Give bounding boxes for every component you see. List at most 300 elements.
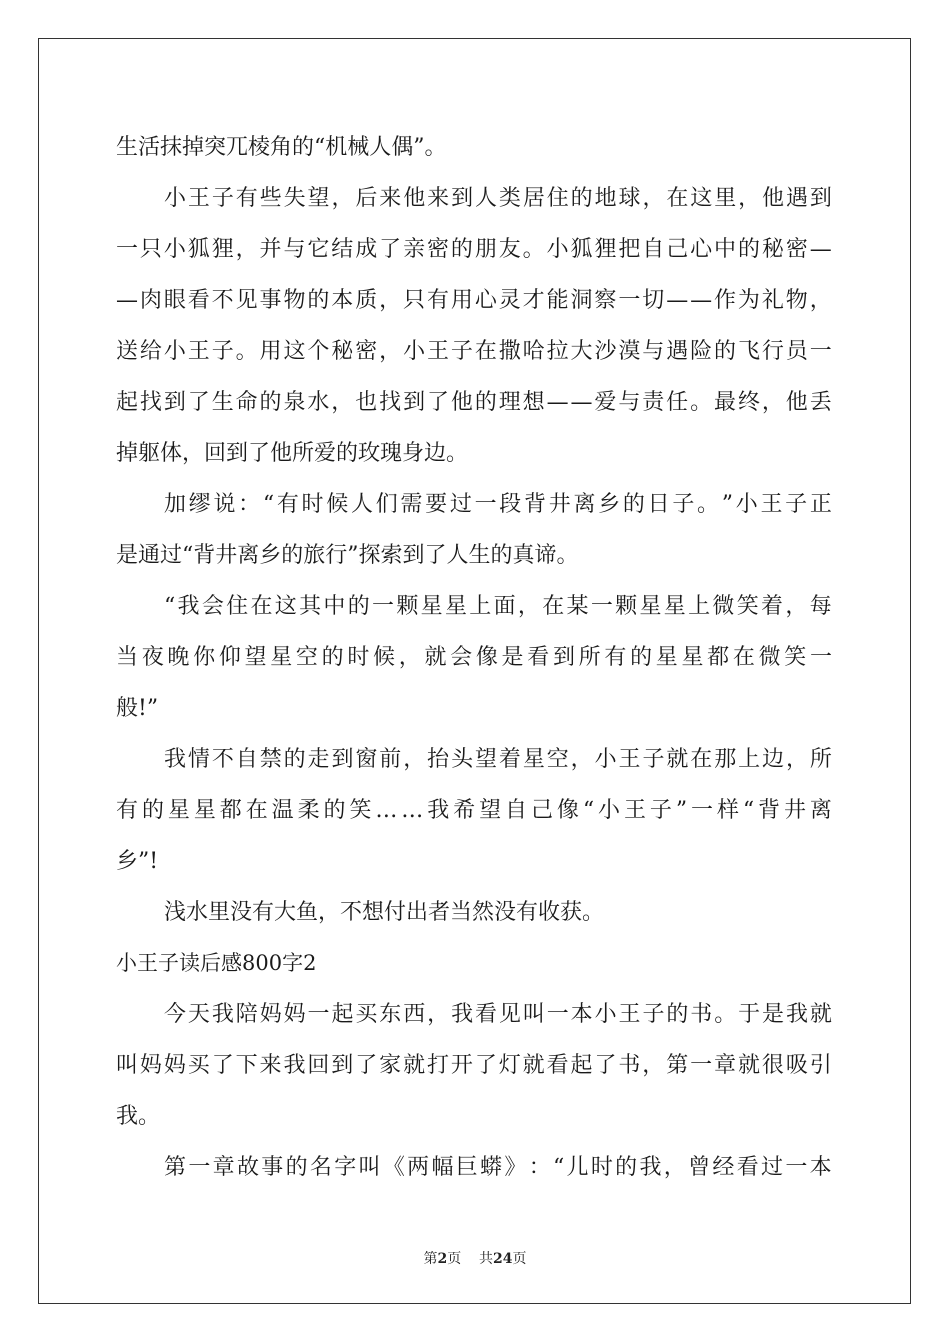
glyph: 成 xyxy=(355,237,378,262)
glyph: — xyxy=(809,237,832,262)
glyph: — xyxy=(546,390,569,415)
glyph: 说 xyxy=(213,492,236,517)
glyph: 亲 xyxy=(403,237,426,262)
glyph: 小 xyxy=(594,1002,617,1027)
glyph: 候 xyxy=(373,645,396,670)
glyph: 是 xyxy=(762,1002,785,1027)
glyph: 类 xyxy=(498,186,521,211)
glyph: 微 xyxy=(712,594,735,619)
glyph: 沙 xyxy=(594,339,617,364)
glyph: 到 xyxy=(451,186,474,211)
glyph: 在 xyxy=(474,339,497,364)
glyph: 任 xyxy=(666,390,689,415)
glyph: ， xyxy=(235,237,258,262)
glyph: 就 xyxy=(522,1053,545,1078)
glyph: 望 xyxy=(244,645,267,670)
glyph: 心 xyxy=(690,237,713,262)
glyph: 温 xyxy=(271,798,294,823)
glyph: 行 xyxy=(761,339,784,364)
glyph: 》 xyxy=(504,1155,527,1180)
glyph: 一 xyxy=(691,798,714,823)
glyph: 都 xyxy=(219,798,242,823)
glyph: 笑 xyxy=(784,645,807,670)
glyph: 。 xyxy=(690,390,713,415)
glyph: 时 xyxy=(301,492,324,517)
glyph: 漠 xyxy=(618,339,641,364)
glyph: 与 xyxy=(283,237,306,262)
glyph: 洞 xyxy=(570,288,593,313)
glyph: 天 xyxy=(187,1002,210,1027)
glyph: 星 xyxy=(420,594,443,619)
glyph: 用 xyxy=(259,339,282,364)
text-line xyxy=(116,275,832,326)
glyph: 的 xyxy=(285,1155,308,1180)
glyph: 柔 xyxy=(297,798,320,823)
glyph: 子 xyxy=(785,492,808,517)
glyph: 王 xyxy=(760,492,783,517)
glyph: ， xyxy=(403,747,426,772)
glyph: 丢 xyxy=(809,390,832,415)
glyph: 书 xyxy=(618,1053,641,1078)
glyph: 的 xyxy=(141,798,164,823)
glyph: 的 xyxy=(622,492,645,517)
glyph: 我 xyxy=(177,594,200,619)
glyph: 星 xyxy=(270,645,293,670)
glyph: 险 xyxy=(690,339,713,364)
text-line xyxy=(116,989,832,1040)
glyph: 后 xyxy=(355,186,378,211)
glyph: 背 xyxy=(758,798,781,823)
glyph: 叫 xyxy=(358,1155,381,1180)
glyph: 曾 xyxy=(688,1155,711,1180)
glyph: 蟒 xyxy=(480,1155,503,1180)
glyph: 来 xyxy=(259,1053,282,1078)
glyph: 狸 xyxy=(594,237,617,262)
glyph: 子 xyxy=(642,1002,665,1027)
glyph: 有 xyxy=(604,645,627,670)
glyph: 在 xyxy=(690,747,713,772)
glyph: 王 xyxy=(618,747,641,772)
glyph: 他 xyxy=(785,390,808,415)
glyph: 着 xyxy=(761,594,784,619)
glyph: 狸 xyxy=(211,237,234,262)
text-line: 般!” xyxy=(116,696,159,721)
glyph: … xyxy=(401,798,424,823)
glyph: 王 xyxy=(623,798,646,823)
text-line xyxy=(116,326,832,377)
glyph: 会 xyxy=(201,594,224,619)
glyph: 王 xyxy=(187,339,210,364)
glyph: 。 xyxy=(235,339,258,364)
text-line: 掉躯体，回到了他所爱的玫瑰身边。 xyxy=(116,441,469,466)
glyph: 缪 xyxy=(188,492,211,517)
glyph: 在 xyxy=(245,798,268,823)
glyph: 在 xyxy=(250,594,273,619)
glyph: 。 xyxy=(522,237,545,262)
glyph: 王 xyxy=(187,186,210,211)
glyph: 面 xyxy=(493,594,516,619)
glyph: 头 xyxy=(451,747,474,772)
glyph: 星 xyxy=(655,645,678,670)
glyph: 秘 xyxy=(331,339,354,364)
document-body xyxy=(116,122,832,1193)
glyph: 它 xyxy=(307,237,330,262)
glyph: 了 xyxy=(187,390,210,415)
glyph: 打 xyxy=(426,1053,449,1078)
glyph: 王 xyxy=(426,339,449,364)
glyph: 望 xyxy=(474,747,497,772)
glyph: 的 xyxy=(259,390,282,415)
glyph: 候 xyxy=(326,492,349,517)
glyph: 我 xyxy=(164,747,187,772)
glyph: 颗 xyxy=(396,594,419,619)
glyph: 在 xyxy=(732,645,755,670)
glyph: 他 xyxy=(762,186,785,211)
glyph: 自 xyxy=(642,237,665,262)
glyph: “ xyxy=(262,492,275,517)
glyph: 里 xyxy=(714,186,737,211)
glyph: 看 xyxy=(474,1002,497,1027)
glyph: 名 xyxy=(309,1155,332,1180)
total-prefix: 共 xyxy=(479,1251,494,1267)
glyph: ， xyxy=(642,1053,665,1078)
glyph: 所 xyxy=(578,645,601,670)
glyph: 样 xyxy=(716,798,739,823)
glyph: 地 xyxy=(594,186,617,211)
glyph: 只 xyxy=(139,237,162,262)
glyph: 今 xyxy=(164,1002,187,1027)
glyph: 与 xyxy=(642,339,665,364)
glyph: 的 xyxy=(474,390,497,415)
glyph: 这 xyxy=(283,339,306,364)
glyph: 终 xyxy=(737,390,760,415)
glyph: 就 xyxy=(666,747,689,772)
glyph: 看 xyxy=(187,288,210,313)
glyph: … xyxy=(375,798,398,823)
glyph: 需 xyxy=(400,492,423,517)
glyph: 起 xyxy=(116,390,139,415)
glyph: 他 xyxy=(403,186,426,211)
glyph: 有 xyxy=(276,492,299,517)
glyph: 这 xyxy=(690,186,713,211)
glyph: 了 xyxy=(426,390,449,415)
glyph: 星 xyxy=(639,594,662,619)
glyph: 看 xyxy=(527,645,550,670)
glyph: 了 xyxy=(474,1053,497,1078)
glyph: 下 xyxy=(235,1053,258,1078)
glyph: 买 xyxy=(355,1002,378,1027)
text-line: 我。 xyxy=(116,1104,161,1129)
glyph: 一 xyxy=(809,645,832,670)
glyph: 的 xyxy=(615,1155,638,1180)
glyph: 起 xyxy=(570,1053,593,1078)
glyph: 责 xyxy=(642,390,665,415)
glyph: 人 xyxy=(350,492,373,517)
glyph: 本 xyxy=(570,1002,593,1027)
glyph: 心 xyxy=(474,288,497,313)
glyph: 员 xyxy=(785,339,808,364)
glyph: 不 xyxy=(211,747,234,772)
glyph: 起 xyxy=(331,1002,354,1027)
glyph: 住 xyxy=(226,594,249,619)
glyph: 礼 xyxy=(761,288,784,313)
glyph: ， xyxy=(331,390,354,415)
glyph: 空 xyxy=(295,645,318,670)
glyph: 狐 xyxy=(187,237,210,262)
glyph: 子 xyxy=(450,339,473,364)
glyph: 我 xyxy=(283,1053,306,1078)
glyph: 希 xyxy=(453,798,476,823)
glyph: 想 xyxy=(522,390,545,415)
glyph: 井 xyxy=(548,492,571,517)
glyph: 的 xyxy=(283,747,306,772)
glyph: 着 xyxy=(498,747,521,772)
glyph: 有 xyxy=(235,186,258,211)
glyph: 字 xyxy=(334,1155,357,1180)
glyph: 买 xyxy=(187,1053,210,1078)
glyph: 我 xyxy=(785,1002,808,1027)
glyph: 的 xyxy=(630,645,653,670)
glyph: 上 xyxy=(469,594,492,619)
glyph: 要 xyxy=(425,492,448,517)
glyph: ， xyxy=(517,594,540,619)
glyph: 肉 xyxy=(139,288,162,313)
glyph: 笑 xyxy=(349,798,372,823)
glyph: 一 xyxy=(809,339,832,364)
glyph: 切 xyxy=(642,288,665,313)
glyph: ， xyxy=(379,288,402,313)
glyph: 一 xyxy=(546,1002,569,1027)
glyph: 一 xyxy=(785,1155,808,1180)
glyph: 朋 xyxy=(474,237,497,262)
glyph: 结 xyxy=(331,237,354,262)
glyph: 吸 xyxy=(785,1053,808,1078)
glyph: 住 xyxy=(546,186,569,211)
glyph: 像 xyxy=(475,645,498,670)
glyph: 到 xyxy=(809,186,832,211)
glyph: 最 xyxy=(714,390,737,415)
glyph: 望 xyxy=(479,798,502,823)
glyph: 子 xyxy=(642,747,665,772)
glyph: 离 xyxy=(573,492,596,517)
glyph: 窗 xyxy=(355,747,378,772)
glyph: 叫 xyxy=(116,1053,139,1078)
glyph: 质 xyxy=(355,288,378,313)
glyph: 小 xyxy=(164,186,187,211)
glyph: 一 xyxy=(690,1053,713,1078)
glyph: 子 xyxy=(211,186,234,211)
glyph: 你 xyxy=(193,645,216,670)
text-line: 乡”! xyxy=(116,849,159,874)
glyph: 物 xyxy=(785,288,808,313)
glyph: 泉 xyxy=(283,390,306,415)
glyph: 的 xyxy=(570,186,593,211)
glyph: 到 xyxy=(552,645,575,670)
text-line xyxy=(116,734,832,785)
glyph: 的 xyxy=(714,339,737,364)
glyph: 生 xyxy=(211,390,234,415)
glyph: 本 xyxy=(331,288,354,313)
glyph: 时 xyxy=(347,645,370,670)
glyph: 在 xyxy=(542,594,565,619)
glyph: “ xyxy=(553,1155,565,1180)
glyph: 的 xyxy=(347,594,370,619)
glyph: 经 xyxy=(712,1155,735,1180)
glyph: 事 xyxy=(259,288,282,313)
glyph: 所 xyxy=(809,747,832,772)
glyph: 了 xyxy=(594,1053,617,1078)
glyph: 命 xyxy=(235,390,258,415)
glyph: 背 xyxy=(524,492,547,517)
glyph: ， xyxy=(761,390,784,415)
glyph: 就 xyxy=(737,1053,760,1078)
glyph: 一 xyxy=(590,594,613,619)
glyph: 星 xyxy=(167,798,190,823)
glyph: 并 xyxy=(259,237,282,262)
glyph: 哈 xyxy=(522,339,545,364)
glyph: 正 xyxy=(809,492,832,517)
glyph: 小 xyxy=(163,339,186,364)
glyph: 看 xyxy=(736,1155,759,1180)
glyph: 一 xyxy=(372,594,395,619)
total-pages: 24 xyxy=(493,1251,513,1267)
glyph: 星 xyxy=(444,594,467,619)
glyph: 就 xyxy=(403,1053,426,1078)
text-line xyxy=(116,581,832,632)
glyph: 就 xyxy=(809,1002,832,1027)
glyph: 西 xyxy=(403,1002,426,1027)
glyph: 。 xyxy=(697,492,720,517)
glyph: 到 xyxy=(331,1053,354,1078)
glyph: 秘 xyxy=(761,237,784,262)
glyph: 为 xyxy=(737,288,760,313)
glyph: 找 xyxy=(379,390,402,415)
text-line: 浅水里没有大鱼，不想付出者当然没有收获。 xyxy=(164,900,605,925)
glyph: 当 xyxy=(116,645,139,670)
glyph: 自 xyxy=(505,798,528,823)
glyph: ： xyxy=(238,492,261,517)
glyph: 了 xyxy=(355,1053,378,1078)
glyph: 日 xyxy=(647,492,670,517)
glyph: 见 xyxy=(498,1002,521,1027)
glyph: 。 xyxy=(714,1002,737,1027)
glyph: — xyxy=(690,288,713,313)
glyph: 小 xyxy=(594,747,617,772)
page-number: 2 xyxy=(437,1251,448,1267)
glyph: 的 xyxy=(450,237,473,262)
glyph: 井 xyxy=(783,798,806,823)
glyph: 密 xyxy=(355,339,378,364)
glyph: 的 xyxy=(737,237,760,262)
glyph: 幅 xyxy=(431,1155,454,1180)
glyph: 一 xyxy=(116,237,139,262)
glyph: 章 xyxy=(714,1053,737,1078)
glyph: 把 xyxy=(618,237,641,262)
glyph: 见 xyxy=(235,288,258,313)
glyph: 居 xyxy=(522,186,545,211)
glyph: 他 xyxy=(450,390,473,415)
glyph: ， xyxy=(663,1155,686,1180)
glyph: 书 xyxy=(690,1002,713,1027)
glyph: 段 xyxy=(499,492,522,517)
glyph: 王 xyxy=(618,1002,641,1027)
glyph: 子 xyxy=(649,798,672,823)
glyph: 章 xyxy=(212,1155,235,1180)
glyph: 不 xyxy=(211,288,234,313)
glyph: 的 xyxy=(307,288,330,313)
glyph: ， xyxy=(785,594,808,619)
glyph: 送 xyxy=(116,339,139,364)
glyph: 小 xyxy=(735,492,758,517)
glyph: 很 xyxy=(761,1053,784,1078)
glyph: 一 xyxy=(474,492,497,517)
glyph: — xyxy=(570,390,593,415)
glyph: 了 xyxy=(211,1053,234,1078)
glyph: 乡 xyxy=(598,492,621,517)
text-line xyxy=(116,479,832,530)
glyph: 会 xyxy=(450,645,473,670)
glyph: 星 xyxy=(193,798,216,823)
glyph: 离 xyxy=(809,798,832,823)
glyph: 过 xyxy=(449,492,472,517)
glyph: 上 xyxy=(688,594,711,619)
total-suffix: 页 xyxy=(512,1251,527,1267)
glyph: 到 xyxy=(163,390,186,415)
glyph: 这 xyxy=(274,594,297,619)
glyph: 到 xyxy=(331,747,354,772)
glyph: 像 xyxy=(556,798,579,823)
glyph: 眼 xyxy=(163,288,186,313)
glyph: 微 xyxy=(758,645,781,670)
glyph: 加 xyxy=(164,492,187,517)
glyph: 们 xyxy=(375,492,398,517)
glyph: 于 xyxy=(738,1002,761,1027)
glyph: 情 xyxy=(187,747,210,772)
glyph: 儿 xyxy=(566,1155,589,1180)
glyph: 与 xyxy=(618,390,641,415)
glyph: 妈 xyxy=(259,1002,282,1027)
glyph: ， xyxy=(427,1002,450,1027)
glyph: 巨 xyxy=(455,1155,478,1180)
glyph: 小 xyxy=(546,237,569,262)
glyph: ， xyxy=(331,186,354,211)
text-line xyxy=(116,1142,832,1193)
glyph: 水 xyxy=(307,390,330,415)
glyph: 子 xyxy=(672,492,695,517)
glyph: 小 xyxy=(163,237,186,262)
text-line: 是通过“背井离乡的旅行”探索到了人生的真谛。 xyxy=(116,543,579,568)
glyph: 密 xyxy=(426,237,449,262)
glyph: 一 xyxy=(188,1155,211,1180)
glyph: 陪 xyxy=(235,1002,258,1027)
glyph: 拉 xyxy=(546,339,569,364)
glyph: 那 xyxy=(714,747,737,772)
glyph: 来 xyxy=(379,186,402,211)
glyph: “ xyxy=(742,798,755,823)
glyph: 夜 xyxy=(141,645,164,670)
glyph: 遇 xyxy=(666,339,689,364)
glyph: 本 xyxy=(809,1155,832,1180)
glyph: 的 xyxy=(321,645,344,670)
glyph: 察 xyxy=(594,288,617,313)
glyph: 给 xyxy=(139,339,162,364)
text-line xyxy=(116,377,832,428)
glyph: 故 xyxy=(236,1155,259,1180)
glyph: “ xyxy=(164,594,176,619)
glyph: 开 xyxy=(450,1053,473,1078)
glyph: 妈 xyxy=(163,1053,186,1078)
glyph: ” xyxy=(721,492,734,517)
